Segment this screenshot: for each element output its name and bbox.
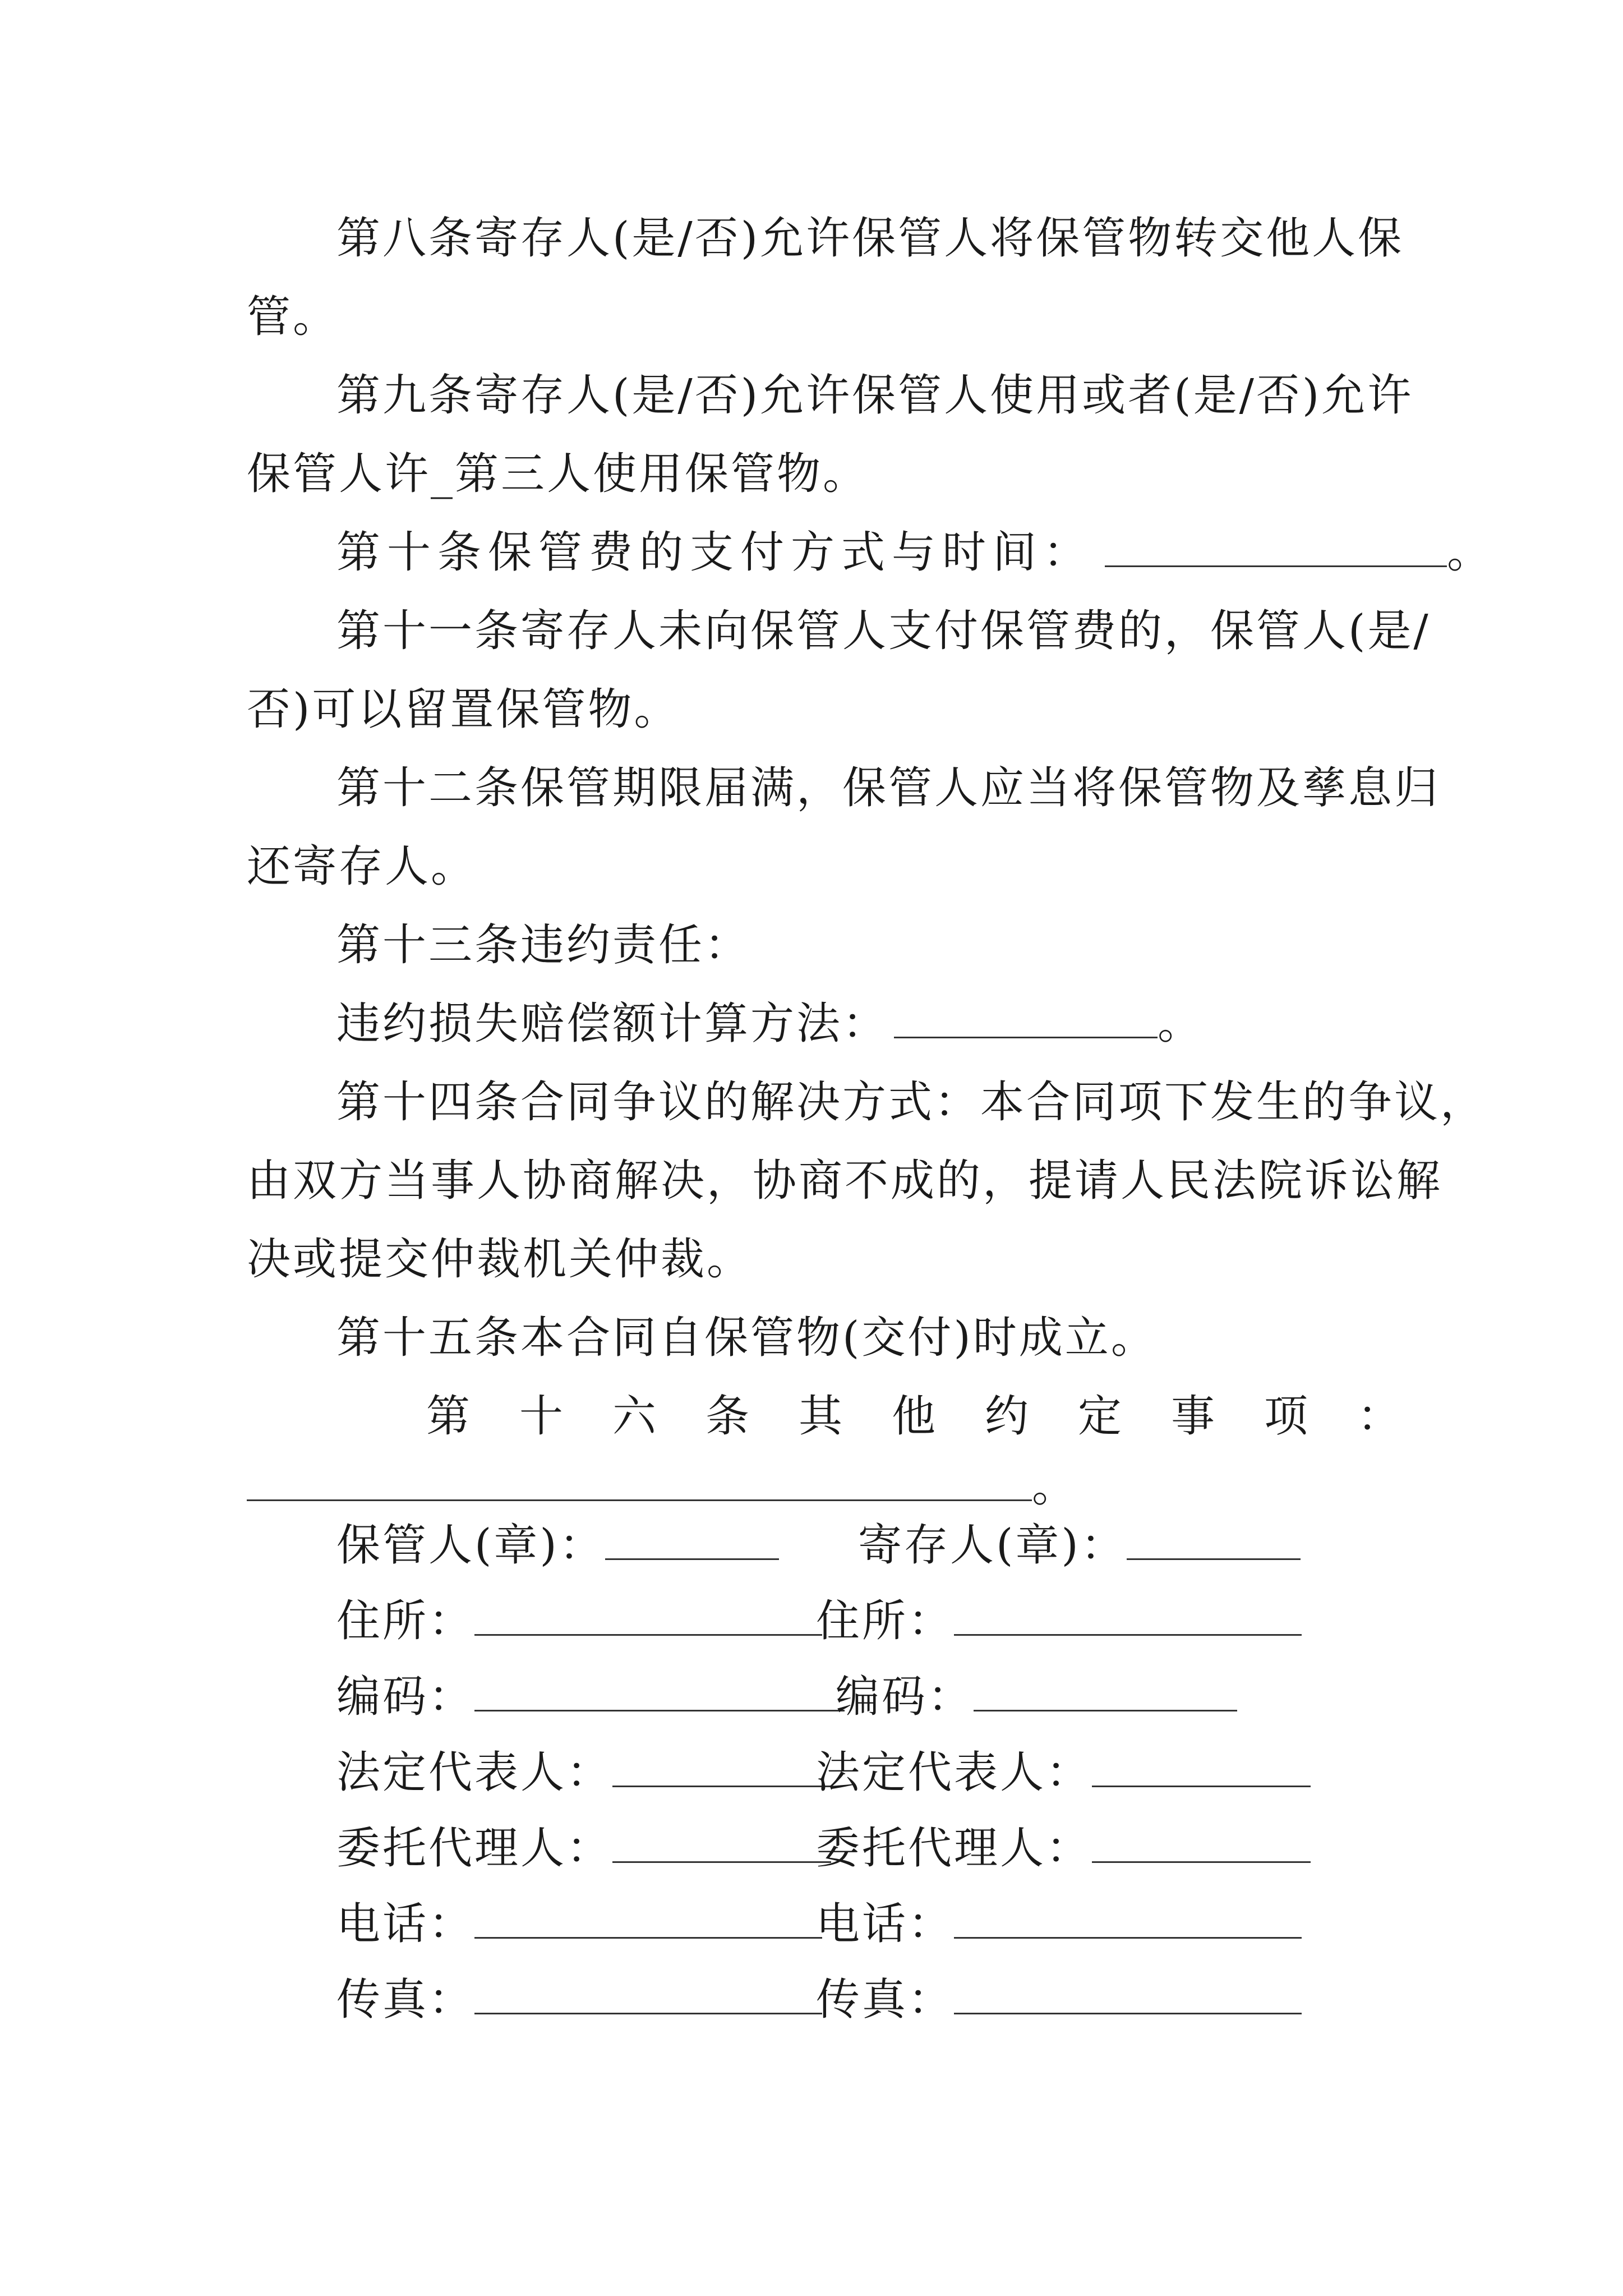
address-right-blank xyxy=(954,1595,1302,1636)
agent-left-field xyxy=(336,1820,831,1876)
article-16-blank-line xyxy=(247,1458,1391,1515)
article-14-line-3: 决或提交仲裁机关仲裁。 xyxy=(247,1234,753,1285)
postcode-left-field xyxy=(336,1669,845,1725)
postcode-right-blank xyxy=(974,1671,1237,1711)
keeper-seal-field xyxy=(336,1517,779,1573)
postcode-right-label: 编码： xyxy=(836,1672,974,1722)
phone-right-blank xyxy=(954,1898,1302,1939)
agent-right-label: 委托代理人： xyxy=(816,1823,1092,1874)
article-9-line-2: 保管人许_第三人使用保管物。 xyxy=(247,449,869,499)
address-left-blank xyxy=(474,1595,822,1636)
legal-rep-left-label: 法定代表人： xyxy=(336,1747,613,1798)
article-16-blank xyxy=(247,1460,1032,1501)
phone-left-label: 电话： xyxy=(336,1899,475,1949)
postcode-left-label: 编码： xyxy=(336,1672,475,1722)
article-16-end: 。 xyxy=(1032,1461,1078,1512)
article-14-line-2: 由双方当事人协商解决，协商不成的，提请人民法院诉讼解 xyxy=(247,1156,1443,1206)
article-15: 第十五条本合同自保管物(交付)时成立。 xyxy=(336,1313,1157,1363)
legal-rep-left-blank xyxy=(612,1746,831,1787)
address-right-field xyxy=(816,1593,1302,1649)
article-13-sub-end: 。 xyxy=(1158,999,1204,1049)
address-left-label: 住所： xyxy=(336,1596,475,1646)
phone-left-field xyxy=(336,1896,822,1952)
legal-rep-right-label: 法定代表人： xyxy=(816,1747,1092,1798)
article-12-line-2: 还寄存人。 xyxy=(247,841,477,892)
article-10-end: 。 xyxy=(1447,527,1498,578)
phone-right-label: 电话： xyxy=(816,1899,955,1949)
agent-right-blank xyxy=(1092,1822,1311,1863)
keeper-blank xyxy=(605,1519,779,1560)
depositor-seal-field xyxy=(858,1517,1301,1573)
article-13-sub-blank xyxy=(894,997,1158,1038)
article-16: 第十六条其他约定事项： xyxy=(426,1391,1451,1442)
phone-right-field xyxy=(816,1896,1302,1952)
agent-left-label: 委托代理人： xyxy=(336,1823,613,1874)
postcode-right-field xyxy=(836,1669,1237,1725)
article-9-line-1: 第九条寄存人(是/否)允许保管人使用或者(是/否)允许 xyxy=(336,370,1414,421)
address-left-field xyxy=(336,1593,822,1649)
article-14-line-1: 第十四条合同争议的解决方式：本合同项下发生的争议， xyxy=(336,1077,1487,1128)
article-13: 第十三条违约责任： xyxy=(336,920,751,970)
keeper-label: 保管人(章)： xyxy=(336,1520,605,1571)
article-10-blank xyxy=(1105,526,1447,567)
article-8-line-1: 第八条寄存人(是/否)允许保管人将保管物转交他人保 xyxy=(336,213,1404,264)
fax-right-blank xyxy=(954,1973,1302,2014)
article-10 xyxy=(336,524,1498,581)
legal-rep-right-field xyxy=(816,1745,1311,1801)
article-13-sub xyxy=(336,996,1481,1052)
fax-left-label: 传真： xyxy=(336,1975,475,2025)
article-12-line-1: 第十二条保管期限届满，保管人应当将保管物及孳息归 xyxy=(336,763,1441,813)
fax-left-field xyxy=(336,1972,822,2028)
fax-right-field xyxy=(816,1972,1302,2028)
phone-left-blank xyxy=(474,1898,822,1939)
fax-left-blank xyxy=(474,1973,822,2014)
legal-rep-left-field xyxy=(336,1745,831,1801)
fax-right-label: 传真： xyxy=(816,1975,955,2025)
agent-right-field xyxy=(816,1820,1311,1876)
article-11-line-2: 否)可以留置保管物。 xyxy=(247,684,680,735)
depositor-label: 寄存人(章)： xyxy=(858,1520,1127,1571)
legal-rep-right-blank xyxy=(1092,1746,1311,1787)
depositor-blank xyxy=(1127,1519,1301,1560)
address-right-label: 住所： xyxy=(816,1596,955,1646)
article-11-line-1: 第十一条寄存人未向保管人支付保管费的，保管人(是/ xyxy=(336,606,1431,656)
article-13-sub-text: 违约损失赔偿额计算方法： xyxy=(336,999,889,1049)
article-8-line-2: 管。 xyxy=(247,292,339,342)
postcode-left-blank xyxy=(474,1671,845,1711)
agent-left-blank xyxy=(612,1822,831,1863)
article-10-text: 第十条保管费的支付方式与时间： xyxy=(336,527,1094,578)
